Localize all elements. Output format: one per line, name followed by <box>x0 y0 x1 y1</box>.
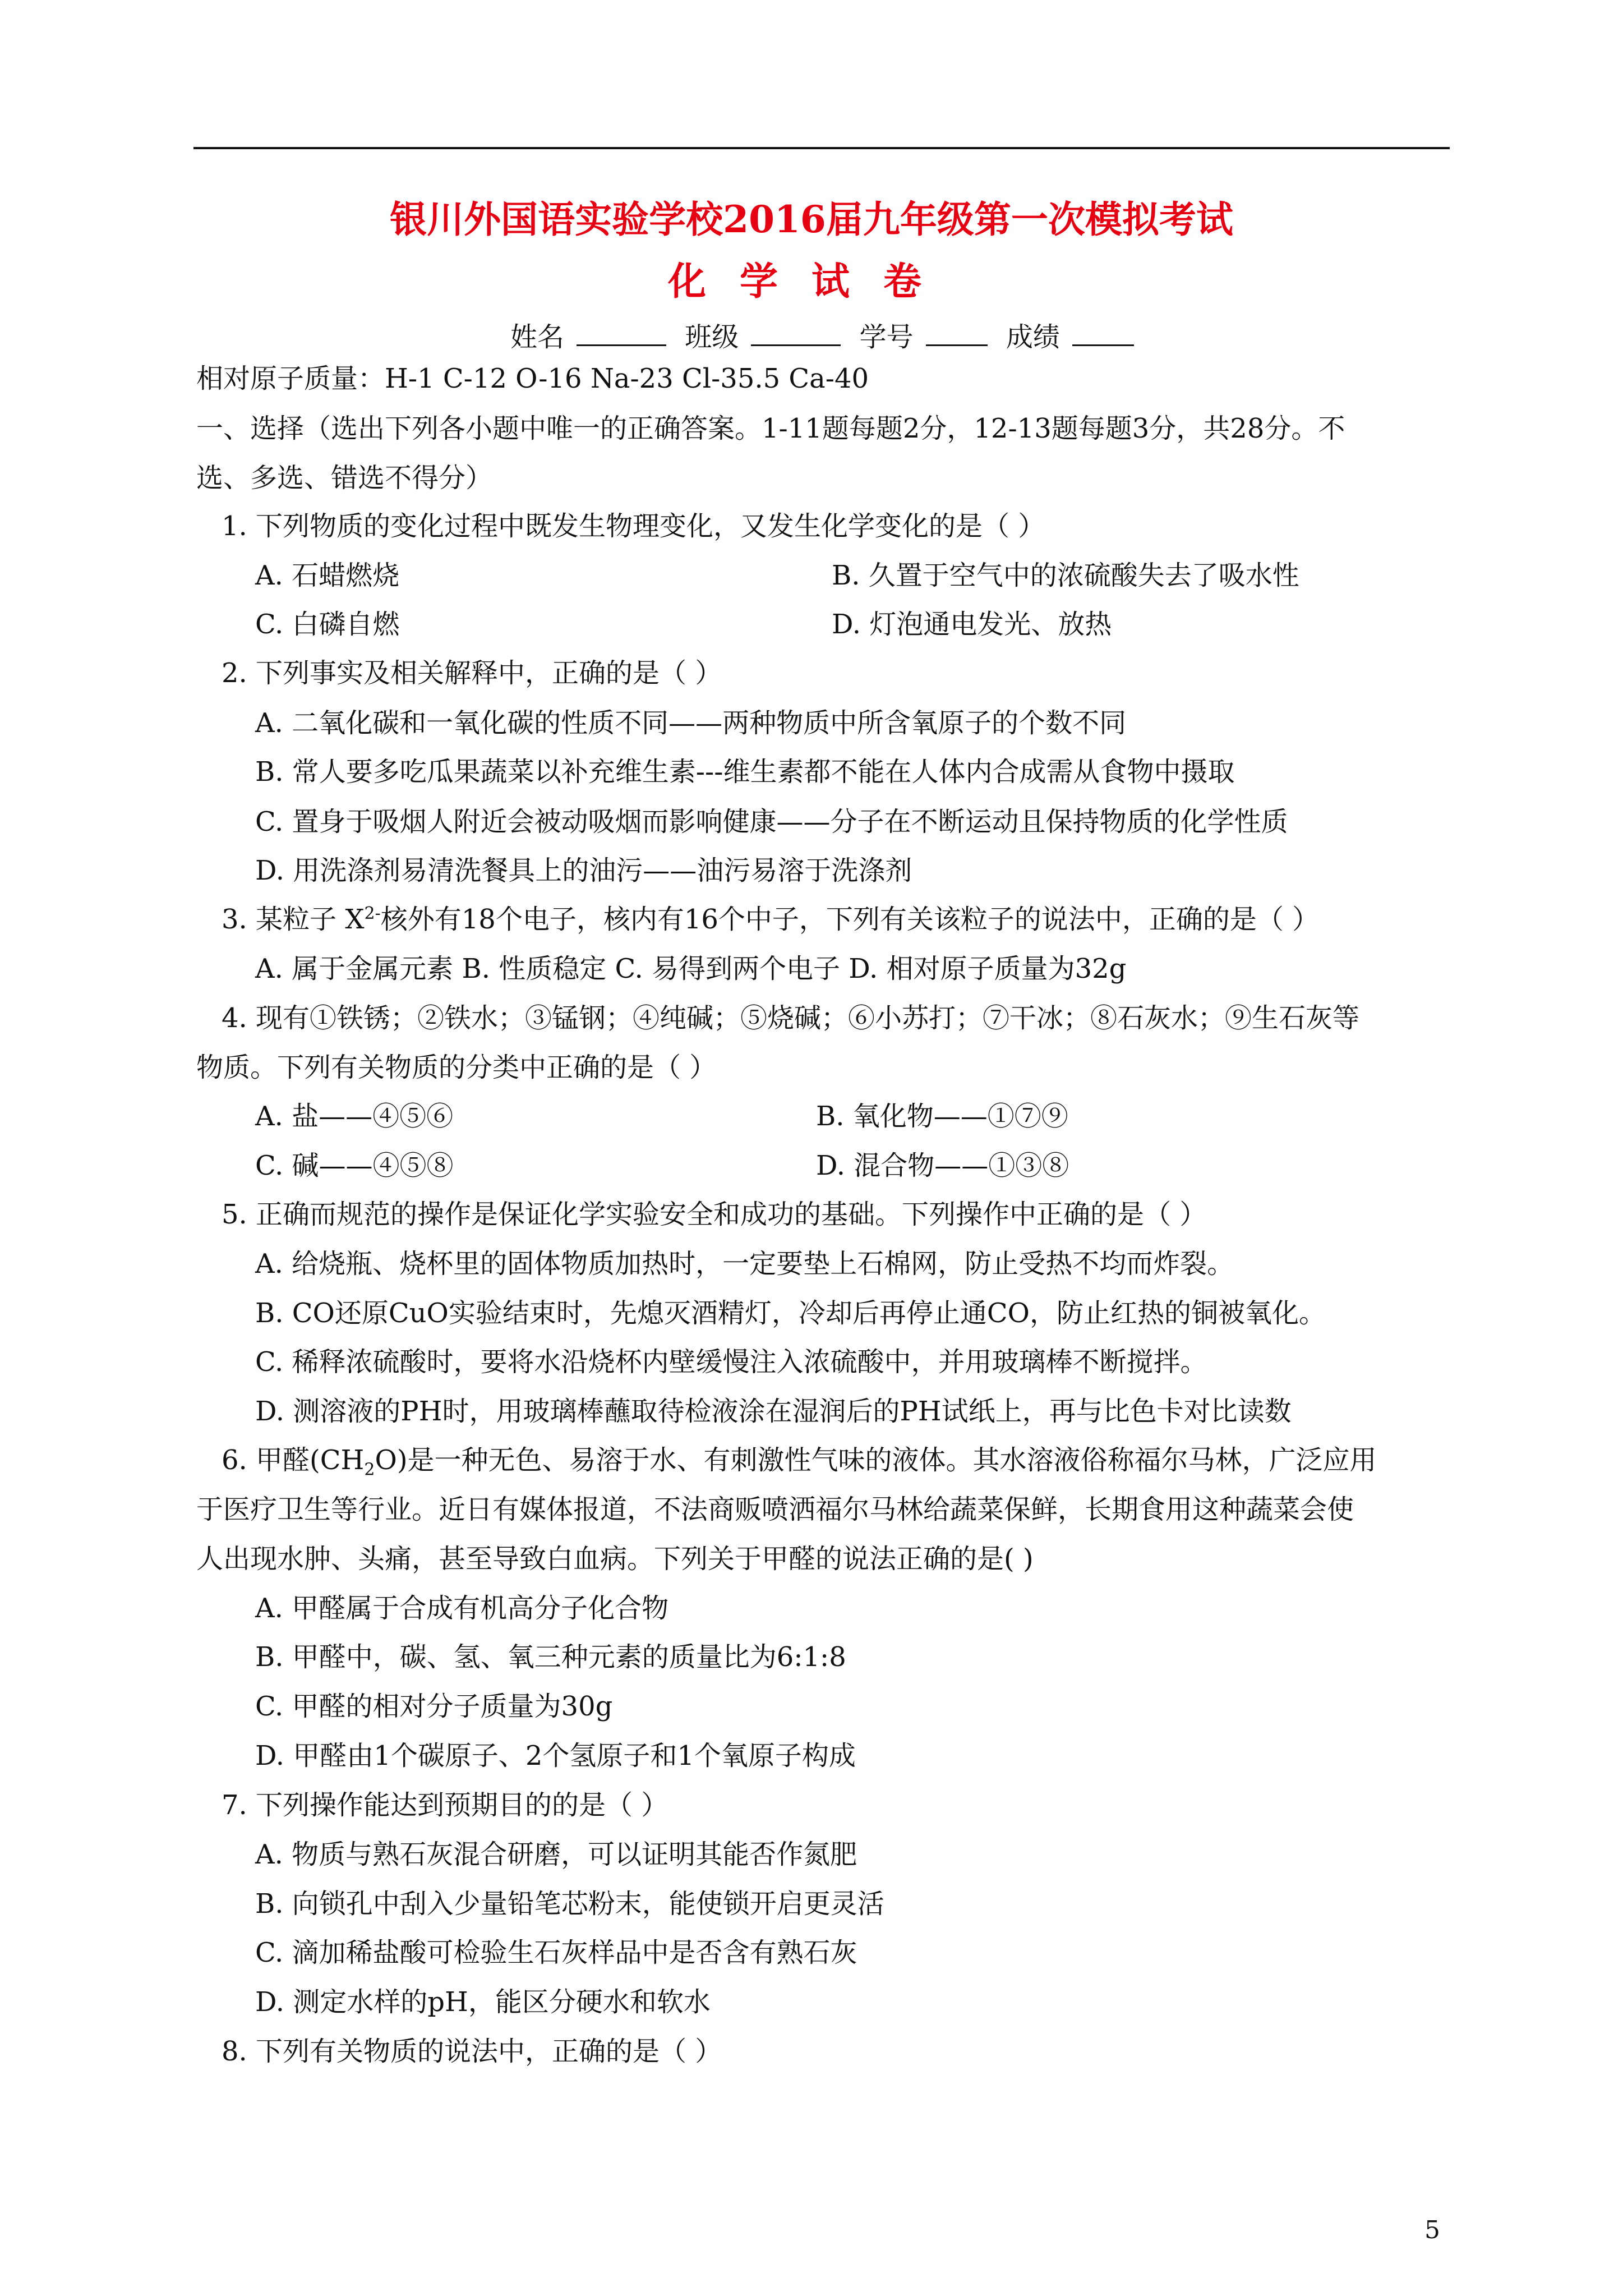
q3-stem-post: 核外有18个电子，核内有16个中子，下列有关该粒子的说法中，正确的是（ ） <box>380 904 1320 935</box>
q1-option-d: D. 灯泡通电发光、放热 <box>832 609 1112 640</box>
score-label: 成绩 <box>1006 321 1060 353</box>
q2-option-b: B. 常人要多吃瓜果蔬菜以补充维生素---维生素都不能在人体内合成需从食物中摄取 <box>255 756 1235 788</box>
q3-stem-pre: 3. 某粒子 X <box>222 904 365 935</box>
question-5: 5. 正确而规范的操作是保证化学实验安全和成功的基础。下列操作中正确的是（ ） <box>222 1199 1207 1230</box>
section1-instruction-cont: 选、多选、错选不得分） <box>196 462 493 494</box>
id-label: 学号 <box>859 321 914 353</box>
q3-charge: 2- <box>364 904 381 923</box>
q4-option-a: A. 盐——④⑤⑥ <box>255 1101 454 1132</box>
q6-subscript: 2 <box>364 1460 375 1480</box>
q4-option-c: C. 碱——④⑤⑧ <box>255 1150 454 1181</box>
q4-option-b: B. 氧化物——①⑦⑨ <box>816 1101 1068 1132</box>
q7-option-d: D. 测定水样的pH，能区分硬水和软水 <box>255 1986 711 2018</box>
question-6-cont-1: 于医疗卫生等行业。近日有媒体报道，不法商贩喷洒福尔马林给蔬菜保鲜，长期食用这种蔬菜会使 <box>196 1494 1354 1525</box>
q6-stem-post: O)是一种无色、易溶于水、有刺激性气味的液体。其水溶液俗称福尔马林，广泛应用 <box>375 1444 1377 1476</box>
class-blank[interactable] <box>751 319 841 346</box>
q4-option-d: D. 混合物——①③⑧ <box>816 1150 1069 1181</box>
q5-option-b: B. CO还原CuO实验结束时，先熄灭酒精灯，冷却后再停止通CO，防止红热的铜被氧化。 <box>255 1297 1326 1329</box>
q3-options: A. 属于金属元素 B. 性质稳定 C. 易得到两个电子 D. 相对原子质量为32g <box>255 953 1127 984</box>
student-info-row <box>510 319 1144 354</box>
question-2: 2. 下列事实及相关解释中，正确的是（ ） <box>222 657 722 689</box>
exam-subject: 化学试卷 <box>667 259 955 304</box>
q1-option-c: C. 白磷自燃 <box>255 609 400 640</box>
q6-option-b: B. 甲醛中，碳、氢、氧三种元素的质量比为6:1:8 <box>255 1641 846 1673</box>
q1-option-a: A. 石蜡燃烧 <box>255 560 400 591</box>
atomic-masses: 相对原子质量：H-1 C-12 O-16 Na-23 Cl-35.5 Ca-40 <box>196 363 869 394</box>
q7-option-a: A. 物质与熟石灰混合研磨，可以证明其能否作氮肥 <box>255 1839 857 1870</box>
q2-option-c: C. 置身于吸烟人附近会被动吸烟而影响健康——分子在不断运动且保持物质的化学性质 <box>255 806 1288 838</box>
q7-option-c: C. 滴加稀盐酸可检验生石灰样品中是否含有熟石灰 <box>255 1937 857 1968</box>
page-number: 5 <box>1424 2216 1440 2244</box>
section1-instruction: 一、选择（选出下列各小题中唯一的正确答案。1-11题每题2分，12-13题每题3分，共28分。不 <box>196 413 1345 444</box>
q1-option-b: B. 久置于空气中的浓硫酸失去了吸水性 <box>832 560 1299 591</box>
q5-option-d: D. 测溶液的PH时，用玻璃棒蘸取待检液涂在湿润后的PH试纸上，再与比色卡对比读数 <box>255 1396 1292 1427</box>
name-label: 姓名 <box>510 321 565 353</box>
exam-title: 银川外国语实验学校2016届九年级第一次模拟考试 <box>390 197 1233 241</box>
name-blank[interactable] <box>577 319 666 346</box>
q5-option-a: A. 给烧瓶、烧杯里的固体物质加热时，一定要垫上石棉网，防止受热不均而炸裂。 <box>255 1248 1234 1280</box>
header-rule <box>193 147 1450 149</box>
question-8: 8. 下列有关物质的说法中，正确的是（ ） <box>222 2036 722 2067</box>
question-1: 1. 下列物质的变化过程中既发生物理变化，又发生化学变化的是（ ） <box>222 510 1045 542</box>
question-6 <box>222 1443 1377 1480</box>
score-blank[interactable] <box>1072 319 1134 346</box>
q2-option-a: A. 二氧化碳和一氧化碳的性质不同——两种物质中所含氧原子的个数不同 <box>255 707 1127 739</box>
q7-option-b: B. 向锁孔中刮入少量铅笔芯粉末，能使锁开启更灵活 <box>255 1888 884 1920</box>
question-4-cont: 物质。下列有关物质的分类中正确的是（ ） <box>196 1052 717 1083</box>
class-label: 班级 <box>685 321 739 353</box>
q6-option-d: D. 甲醛由1个碳原子、2个氢原子和1个氧原子构成 <box>255 1740 856 1772</box>
q2-option-d: D. 用洗涤剂易清洗餐具上的油污——油污易溶于洗涤剂 <box>255 855 912 886</box>
id-blank[interactable] <box>926 319 988 346</box>
question-7: 7. 下列操作能达到预期目的的是（ ） <box>222 1789 668 1821</box>
question-4: 4. 现有①铁锈；②铁水；③锰钢；④纯碱；⑤烧碱；⑥小苏打；⑦干冰；⑧石灰水；⑨生石灰等 <box>222 1002 1360 1034</box>
q6-option-a: A. 甲醛属于合成有机高分子化合物 <box>255 1593 669 1624</box>
question-6-cont-2: 人出现水肿、头痛，甚至导致白血病。下列关于甲醛的说法正确的是( ) <box>196 1543 1034 1575</box>
q5-option-c: C. 稀释浓硫酸时，要将水沿烧杯内壁缓慢注入浓硫酸中，并用玻璃棒不断搅拌。 <box>255 1346 1207 1378</box>
question-3 <box>222 903 1319 936</box>
q6-option-c: C. 甲醛的相对分子质量为30g <box>255 1691 613 1722</box>
q6-stem-pre: 6. 甲醛(CH <box>222 1444 365 1476</box>
